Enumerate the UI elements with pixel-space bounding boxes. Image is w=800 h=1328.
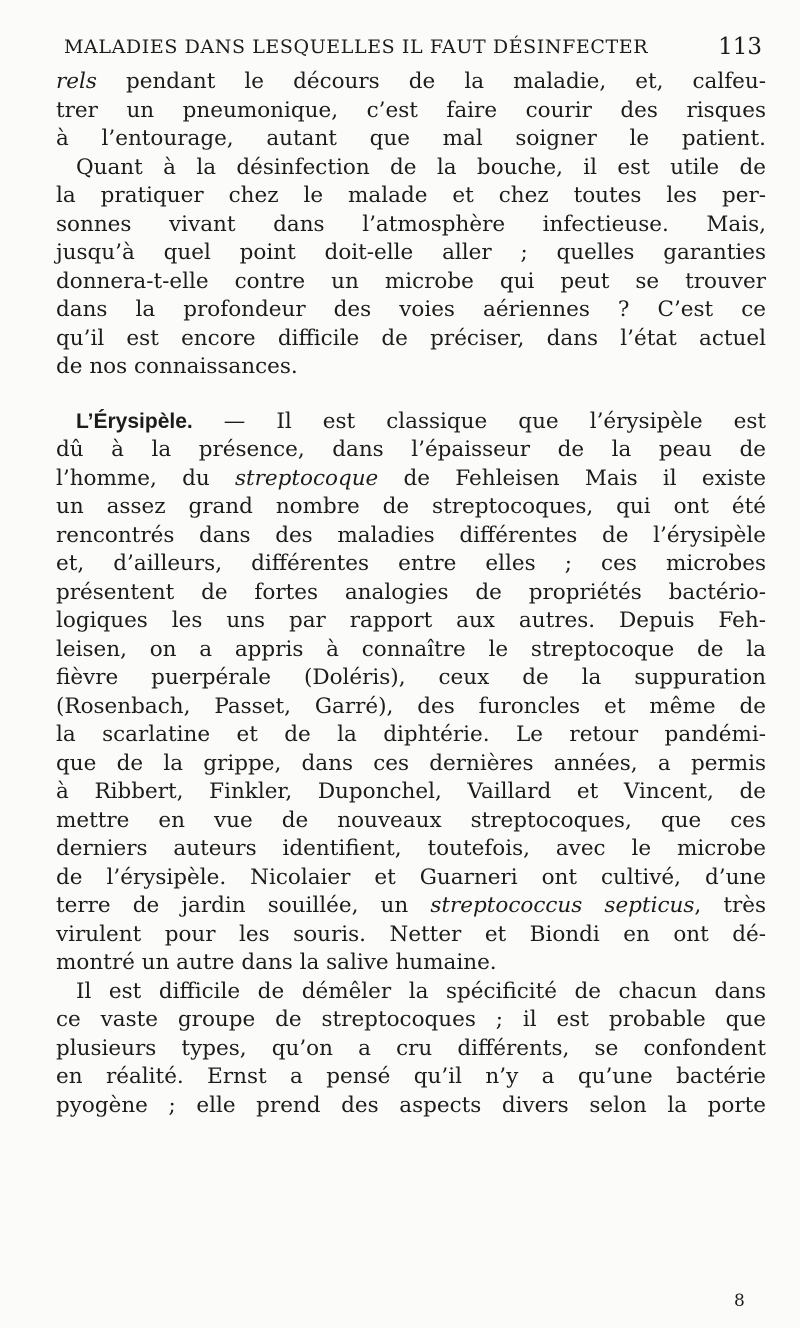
- page-number: 113: [718, 34, 762, 60]
- text-line: ce vaste groupe de streptocoques ; il est probable que: [56, 1007, 766, 1032]
- text-line: en réalité. Ernst a pensé qu’il n’y a qu’une bactérie: [56, 1064, 766, 1089]
- text-line: dans la profondeur des voies aériennes ? C’est ce: [56, 297, 766, 322]
- text-line: sonnes vivant dans l’atmosphère infectieuse. Mais,: [56, 211, 766, 237]
- text-line: présentent de fortes analogies de propriétés bactério-: [56, 579, 766, 605]
- text-line: montré un autre dans la salive humaine.: [56, 950, 497, 975]
- text-line: mettre en vue de nouveaux streptocoques, que ces: [56, 807, 766, 833]
- text-line: trer un pneumonique, c’est faire courir des risques: [56, 97, 766, 123]
- text-line: pyogène ; elle prend des aspects divers selon la porte: [56, 1092, 766, 1118]
- text-line: un assez grand nombre de streptocoques, qui ont été: [56, 494, 766, 519]
- italic-word: rels: [56, 69, 97, 94]
- text-line: qu’il est encore difficile de préciser, dans l’état actuel: [56, 325, 766, 351]
- text-line: L’Érysipèle. — Il est classique que l’érysipèle est: [76, 408, 766, 434]
- paragraph-streptocoques: [56, 978, 766, 1121]
- text-line: fièvre puerpérale (Doléris), ceux de la suppuration: [56, 665, 766, 690]
- text-line: virulent pour les souris. Netter et Biondi en ont dé-: [56, 921, 766, 947]
- text-line: dû à la présence, dans l’épaisseur de la peau de: [56, 437, 766, 462]
- text-line: de nos connaissances.: [56, 354, 298, 379]
- text-line: l’homme, du streptocoque de Fehleisen Mais il existe: [56, 465, 766, 491]
- italic-term: streptocoque: [234, 465, 379, 491]
- text-line: rels pendant le décours de la maladie, et, calfeu-: [56, 69, 766, 94]
- text-line: et, d’ailleurs, différentes entre elles ; ces microbes: [56, 551, 766, 576]
- section-heading: L’Érysipèle.: [76, 409, 193, 433]
- text-line: la pratiquer chez le malade et chez toutes les per-: [56, 183, 766, 208]
- text-line: plusieurs types, qu’on a cru différents, se confondent: [56, 1035, 766, 1061]
- text-line: à l’entourage, autant que mal soigner le patient.: [56, 126, 766, 151]
- text-line: à Ribbert, Finkler, Duponchel, Vaillard et Vincent, de: [56, 779, 766, 804]
- text-line: que de la grippe, dans ces dernières années, a permis: [56, 750, 766, 776]
- paragraph-continuation: [56, 68, 766, 382]
- text-line: donnera-t-elle contre un microbe qui peut se trouver: [56, 268, 766, 294]
- signature-mark: 8: [734, 1291, 745, 1311]
- text-line: leisen, on a appris à connaître le streptocoque de la: [56, 636, 766, 662]
- text-line: derniers auteurs identifient, toutefois, avec le microbe: [56, 836, 766, 861]
- text-line: Il est difficile de démêler la spécificité de chacun dans: [76, 978, 766, 1004]
- running-header: [56, 34, 762, 62]
- text-line: jusqu’à quel point doit-elle aller ; quelles garanties: [56, 240, 766, 265]
- italic-term: streptococcus septicus: [430, 893, 695, 918]
- text-line: terre de jardin souillée, un streptococcus septicus, très: [56, 893, 767, 918]
- body-text: [56, 68, 766, 1120]
- text-line: logiques les uns par rapport aux autres. Depuis Feh-: [56, 608, 766, 633]
- section-erysipele: [56, 408, 766, 978]
- running-title: MALADIES DANS LESQUELLES IL FAUT DÉSINFECTER: [64, 36, 649, 58]
- text-line: la scarlatine et de la diphtérie. Le retour pandémi-: [56, 722, 766, 747]
- text-line: Quant à la désinfection de la bouche, il est utile de: [76, 154, 766, 180]
- text-line: (Rosenbach, Passet, Garré), des furoncles et même de: [56, 693, 766, 719]
- text-line: rencontrés dans des maladies différentes de l’érysipèle: [56, 522, 766, 548]
- text-line: de l’érysipèle. Nicolaier et Guarneri ont cultivé, d’une: [56, 864, 766, 890]
- paragraph-gap: [56, 382, 766, 408]
